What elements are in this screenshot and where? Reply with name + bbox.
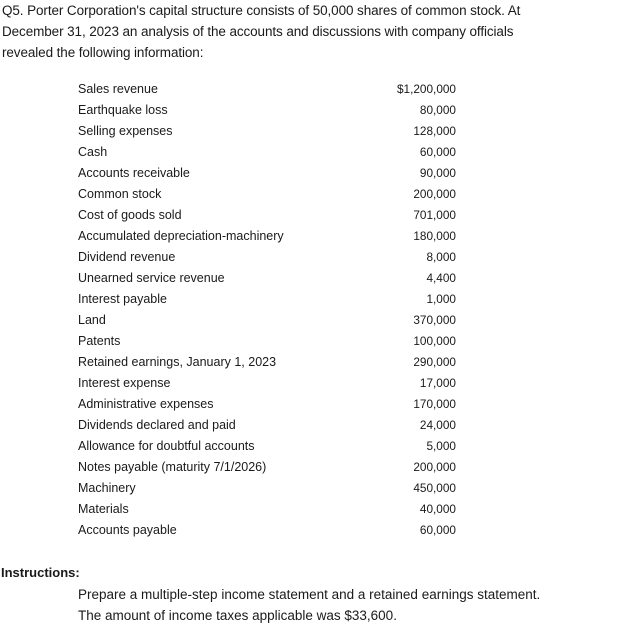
instructions-line: Prepare a multiple-step income statement and a retained earnings statement.: [78, 587, 541, 602]
account-amount: 701,000: [413, 208, 456, 222]
account-name: Administrative expenses: [78, 397, 214, 411]
account-row: [0, 479, 621, 500]
account-name: Land: [78, 313, 106, 327]
account-amount: 60,000: [419, 523, 456, 537]
account-row: [0, 353, 621, 374]
instructions-body: [78, 584, 608, 626]
account-name: Earthquake loss: [78, 103, 168, 117]
account-row: [0, 122, 621, 143]
account-name: Patents: [78, 334, 121, 348]
account-row: [0, 143, 621, 164]
account-amount: 290,000: [413, 355, 456, 369]
account-name: Dividends declared and paid: [78, 418, 236, 432]
account-row: [0, 458, 621, 479]
account-name: Selling expenses: [78, 124, 173, 138]
account-row: [0, 290, 621, 311]
account-amount: 17,000: [419, 376, 456, 390]
account-row: [0, 101, 621, 122]
account-name: Common stock: [78, 187, 162, 201]
account-name: Accounts payable: [78, 523, 177, 537]
account-amount: 100,000: [413, 334, 456, 348]
account-amount: 80,000: [419, 103, 456, 117]
account-name: Interest expense: [78, 376, 171, 390]
account-name: Machinery: [78, 481, 136, 495]
instructions-heading: Instructions:: [1, 565, 80, 580]
account-amount: 5,000: [426, 439, 456, 453]
intro-line: December 31, 2023 an analysis of the accounts and discussions with company officials: [2, 24, 514, 39]
account-amount: 60,000: [419, 145, 456, 159]
account-amount: 450,000: [413, 481, 456, 495]
account-name: Materials: [78, 502, 129, 516]
account-amount: $1,200,000: [396, 82, 456, 96]
account-name: Sales revenue: [78, 82, 158, 96]
account-name: Accumulated depreciation-machinery: [78, 229, 284, 243]
account-row: [0, 185, 621, 206]
account-name: Unearned service revenue: [78, 271, 225, 285]
account-row: [0, 206, 621, 227]
account-amount: 180,000: [413, 229, 456, 243]
account-name: Notes payable (maturity 7/1/2026): [78, 460, 267, 474]
account-amount: 40,000: [419, 502, 456, 516]
account-row: [0, 227, 621, 248]
account-row: [0, 395, 621, 416]
account-row: [0, 521, 621, 542]
account-row: [0, 164, 621, 185]
account-name: Cost of goods sold: [78, 208, 182, 222]
question-intro: [2, 0, 602, 63]
account-row: [0, 500, 621, 521]
account-row: [0, 332, 621, 353]
account-row: [0, 416, 621, 437]
account-name: Interest payable: [78, 292, 167, 306]
accounts-list: [0, 80, 621, 542]
account-amount: 170,000: [413, 397, 456, 411]
account-amount: 128,000: [413, 124, 456, 138]
account-row: [0, 437, 621, 458]
account-row: [0, 374, 621, 395]
account-amount: 4,400: [426, 271, 456, 285]
account-row: [0, 248, 621, 269]
intro-line: revealed the following information:: [2, 45, 204, 60]
account-name: Cash: [78, 145, 108, 159]
account-row: [0, 80, 621, 101]
account-name: Dividend revenue: [78, 250, 176, 264]
account-amount: 24,000: [419, 418, 456, 432]
account-row: [0, 269, 621, 290]
instructions-line: The amount of income taxes applicable was $33,600.: [78, 608, 397, 623]
account-name: Retained earnings, January 1, 2023: [78, 355, 277, 369]
account-amount: 8,000: [426, 250, 456, 264]
account-amount: 370,000: [413, 313, 456, 327]
account-amount: 200,000: [413, 460, 456, 474]
account-amount: 1,000: [426, 292, 456, 306]
account-amount: 200,000: [413, 187, 456, 201]
intro-line: Q5. Porter Corporation's capital structure consists of 50,000 shares of common stock. At: [2, 3, 521, 18]
account-name: Accounts receivable: [78, 166, 190, 180]
account-name: Allowance for doubtful accounts: [78, 439, 255, 453]
account-row: [0, 311, 621, 332]
account-amount: 90,000: [419, 166, 456, 180]
